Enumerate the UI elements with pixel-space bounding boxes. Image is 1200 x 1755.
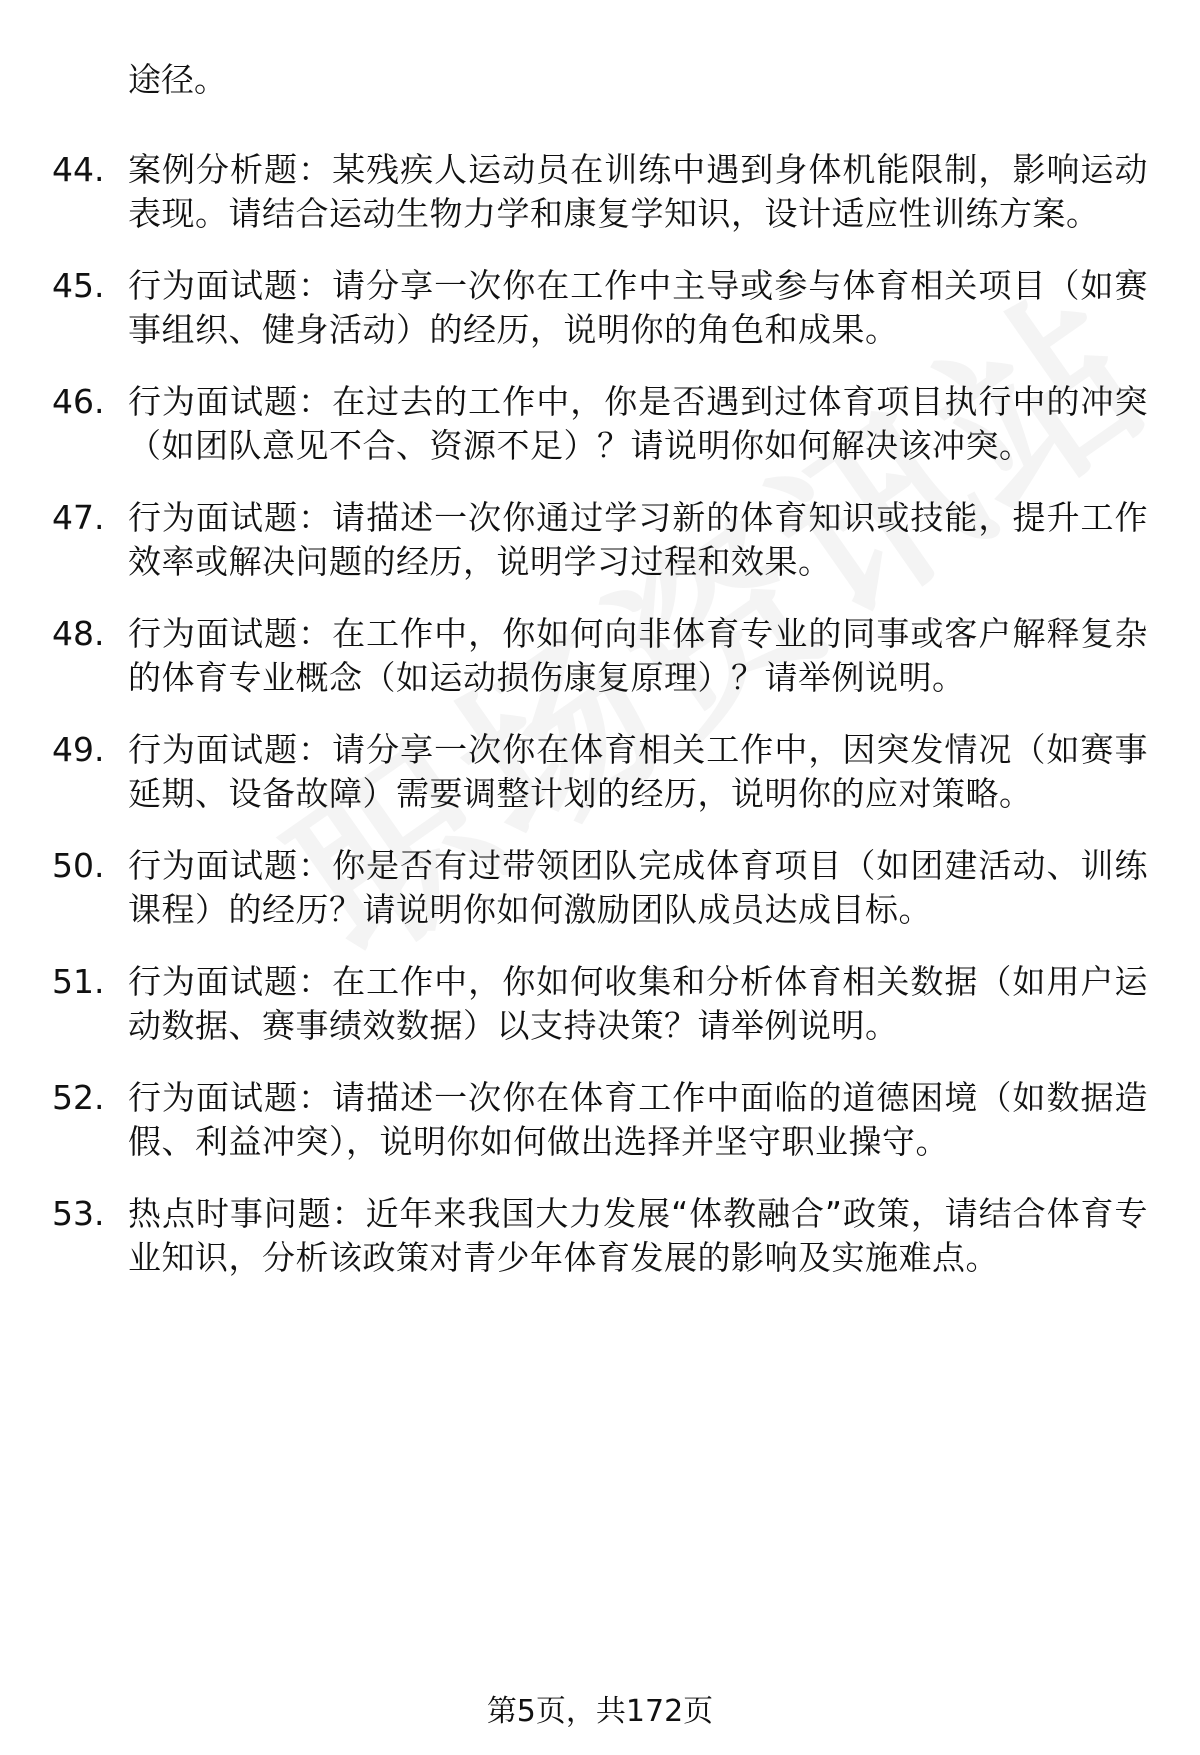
question-text: 行为面试题：请描述一次你通过学习新的体育知识或技能，提升工作效率或解决问题的经历，说明学习过程和效果。 [128, 498, 1148, 581]
question-item [0, 148, 1200, 236]
question-number: 44. [52, 150, 105, 189]
question-item [0, 264, 1200, 352]
question-number: 46. [52, 382, 105, 421]
question-item [0, 728, 1200, 816]
question-number: 47. [52, 498, 105, 537]
question-item [0, 960, 1200, 1048]
question-text: 行为面试题：在工作中，你如何收集和分析体育相关数据（如用户运动数据、赛事绩效数据）以支持决策？请举例说明。 [128, 962, 1148, 1045]
continuation-text: 途径。 [128, 60, 227, 99]
question-number: 51. [52, 962, 105, 1001]
question-number: 48. [52, 614, 105, 653]
question-text: 热点时事问题：近年来我国大力发展“体教融合”政策，请结合体育专业知识，分析该政策对青少年体育发展的影响及实施难点。 [128, 1194, 1148, 1277]
question-item [0, 844, 1200, 932]
question-text: 行为面试题：你是否有过带领团队完成体育项目（如团建活动、训练课程）的经历？请说明你如何激励团队成员达成目标。 [128, 846, 1148, 929]
question-text: 行为面试题：请分享一次你在工作中主导或参与体育相关项目（如赛事组织、健身活动）的经历，说明你的角色和成果。 [128, 266, 1148, 349]
question-number: 52. [52, 1078, 105, 1117]
question-number: 50. [52, 846, 105, 885]
question-text: 行为面试题：在过去的工作中，你是否遇到过体育项目执行中的冲突（如团队意见不合、资源不足）？请说明你如何解决该冲突。 [128, 382, 1148, 465]
question-text: 行为面试题：在工作中，你如何向非体育专业的同事或客户解释复杂的体育专业概念（如运动损伤康复原理）？请举例说明。 [128, 614, 1148, 697]
question-item [0, 1192, 1200, 1280]
question-text: 案例分析题：某残疾人运动员在训练中遇到身体机能限制，影响运动表现。请结合运动生物力学和康复学知识，设计适应性训练方案。 [128, 150, 1148, 233]
question-item [0, 612, 1200, 700]
question-item [0, 1076, 1200, 1164]
question-text: 行为面试题：请分享一次你在体育相关工作中，因突发情况（如赛事延期、设备故障）需要调整计划的经历，说明你的应对策略。 [128, 730, 1148, 813]
question-number: 45. [52, 266, 105, 305]
page-footer: 第5页，共172页 [486, 1694, 714, 1729]
question-item [0, 380, 1200, 468]
question-number: 49. [52, 730, 105, 769]
question-number: 53. [52, 1194, 105, 1233]
question-list [0, 148, 1200, 1308]
question-item [0, 496, 1200, 584]
question-text: 行为面试题：请描述一次你在体育工作中面临的道德困境（如数据造假、利益冲突），说明你如何做出选择并坚守职业操守。 [128, 1078, 1148, 1161]
